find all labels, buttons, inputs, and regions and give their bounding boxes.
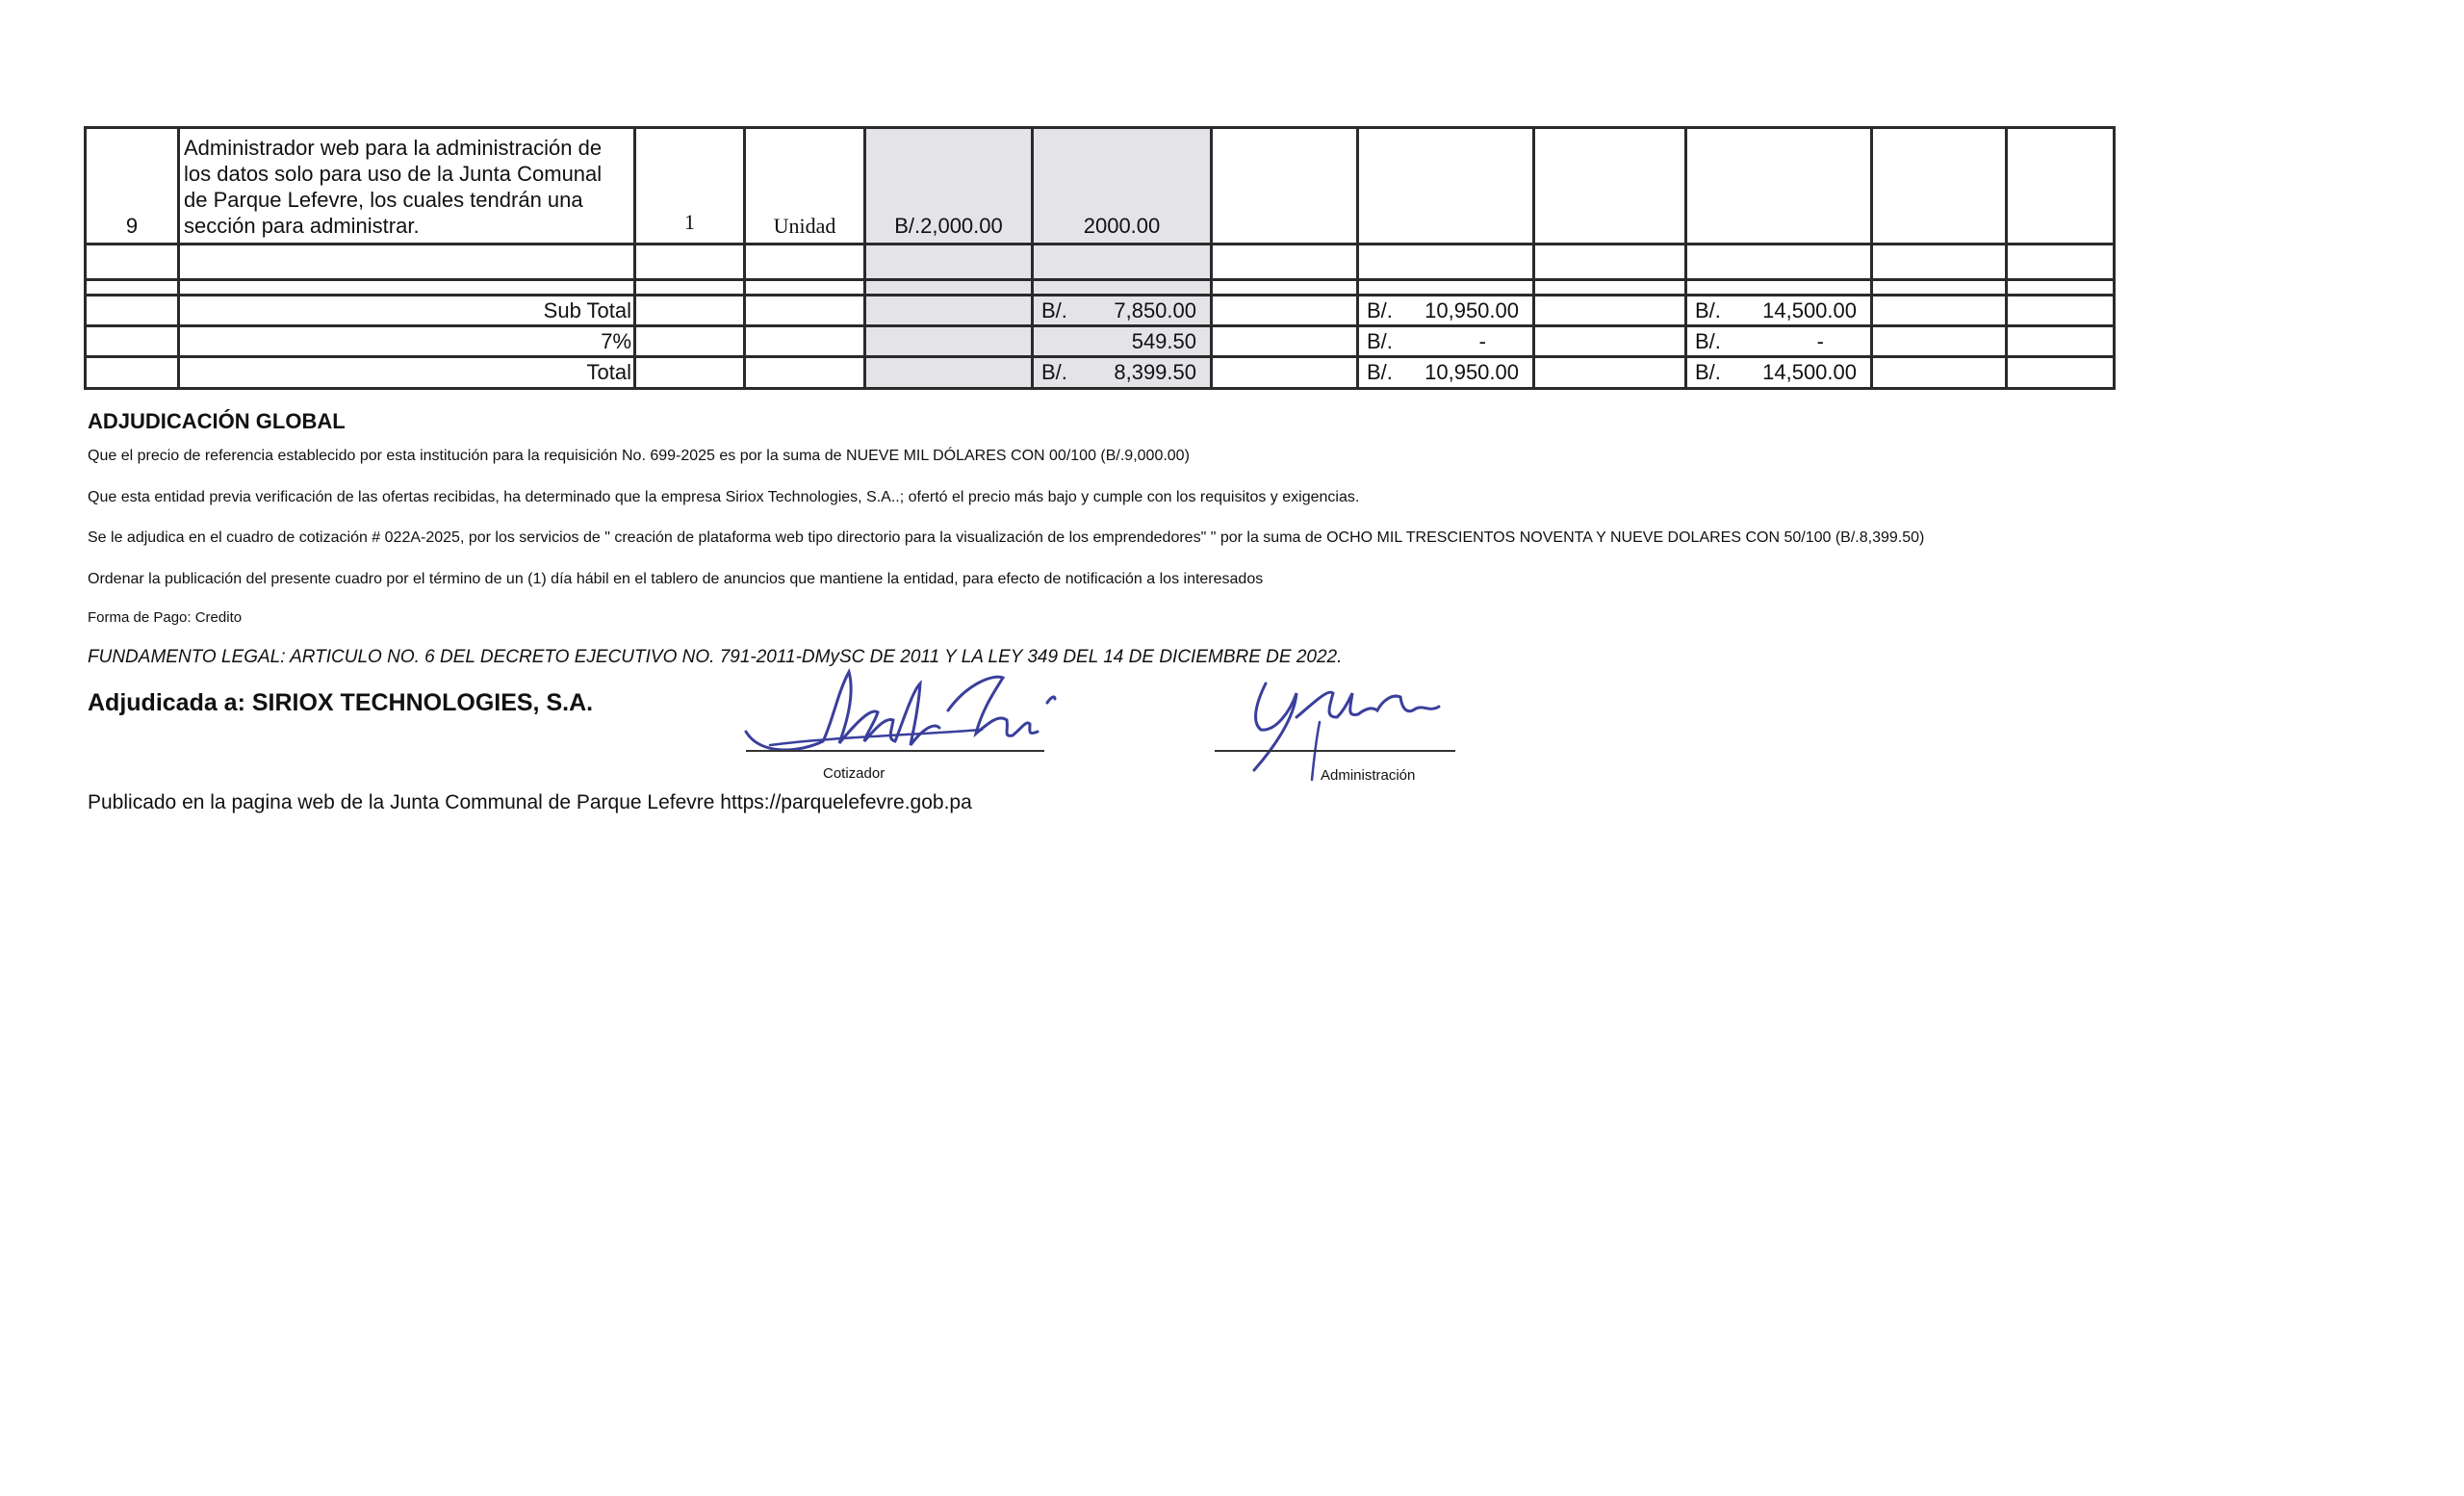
quotation-table [84,126,2116,390]
adjudication-line: Se le adjudica en el cuadro de cotización # 022A-2025, por los servicios de " creación de plataforma web tipo directorio para la visualización de los emprendedores" " por la suma de OCHO MIL TRESCIENTOS NOVENTA Y NUEVE DOLARES CON 50/100 (B/.8,399.50) [88,529,1925,546]
item-unit-price: B/.2,000.00 [865,128,1033,245]
published-note: Publicado en la pagina web de la Junta Communal de Parque Lefevre https://parquelefevre.gob.pa [88,791,972,813]
reference-price-line: Que el precio de referencia establecido por esta institución para la requisición No. 699-2025 es por la suma de NUEVE MIL DÓLARES CON 00/100 (B/.9,000.00) [88,448,1190,464]
empty-cell [1872,128,2007,245]
awarded-to: Adjudicada a: SIRIOX TECHNOLOGIES, S.A. [88,689,594,716]
tax-label: 7% [179,326,635,357]
table-row-blank [86,245,2115,280]
quoter-signature-line [746,750,1044,752]
item-description: Administrador web para la administración de los datos solo para uso de la Junta Comunal de Parque Lefevre, los cuales tendrán una sección para administrar. [179,128,635,245]
empty-cell [1534,128,1686,245]
subtotal-label: Sub Total [179,296,635,326]
table-row-tax [86,326,2115,357]
subtotal-offer-3: B/. 14,500.00 [1686,296,1872,326]
table-row-blank [86,280,2115,296]
quoter-caption: Cotizador [823,765,886,782]
item-quantity: 1 [635,128,745,245]
empty-cell [2007,128,2115,245]
table-row-item [86,128,2115,245]
legal-basis: FUNDAMENTO LEGAL: ARTICULO NO. 6 DEL DECRETO EJECUTIVO NO. 791-2011-DMySC DE 2011 Y LA LEY 349 DEL 14 DE DICIEMBRE DE 2022. [88,647,1343,667]
table-row-total [86,357,2115,389]
admin-signature-line [1215,750,1455,752]
table-row-subtotal [86,296,2115,326]
payment-terms: Forma de Pago: Credito [88,609,243,626]
total-offer-2: B/. 10,950.00 [1358,357,1534,389]
verification-line: Que esta entidad previa verificación de las ofertas recibidas, ha determinado que la empresa Siriox Technologies, S.A..; ofertó el precio más bajo y cumple con los requisitos y exigencias. [88,489,1360,505]
item-total-price: 2000.00 [1033,128,1212,245]
empty-cell [1358,128,1534,245]
tax-offer-3: B/. - [1686,326,1872,357]
tax-offer-1: 549.50 [1033,326,1212,357]
empty-cell [1212,128,1358,245]
subtotal-offer-1: B/. 7,850.00 [1033,296,1212,326]
tax-offer-2: B/. - [1358,326,1534,357]
total-label: Total [179,357,635,389]
quoter-signature-image [741,664,1068,770]
total-offer-1: B/. 8,399.50 [1033,357,1212,389]
award-heading: ADJUDICACIÓN GLOBAL [88,409,346,433]
publication-order-line: Ordenar la publicación del presente cuadro por el término de un (1) día hábil en el tablero de anuncios que mantiene la entidad, para efecto de notificación a los interesados [88,571,1264,587]
item-unit: Unidad [745,128,865,245]
subtotal-offer-2: B/. 10,950.00 [1358,296,1534,326]
empty-cell [1686,128,1872,245]
total-offer-3: B/. 14,500.00 [1686,357,1872,389]
item-number: 9 [86,128,179,245]
admin-caption: Administración [1321,767,1416,784]
